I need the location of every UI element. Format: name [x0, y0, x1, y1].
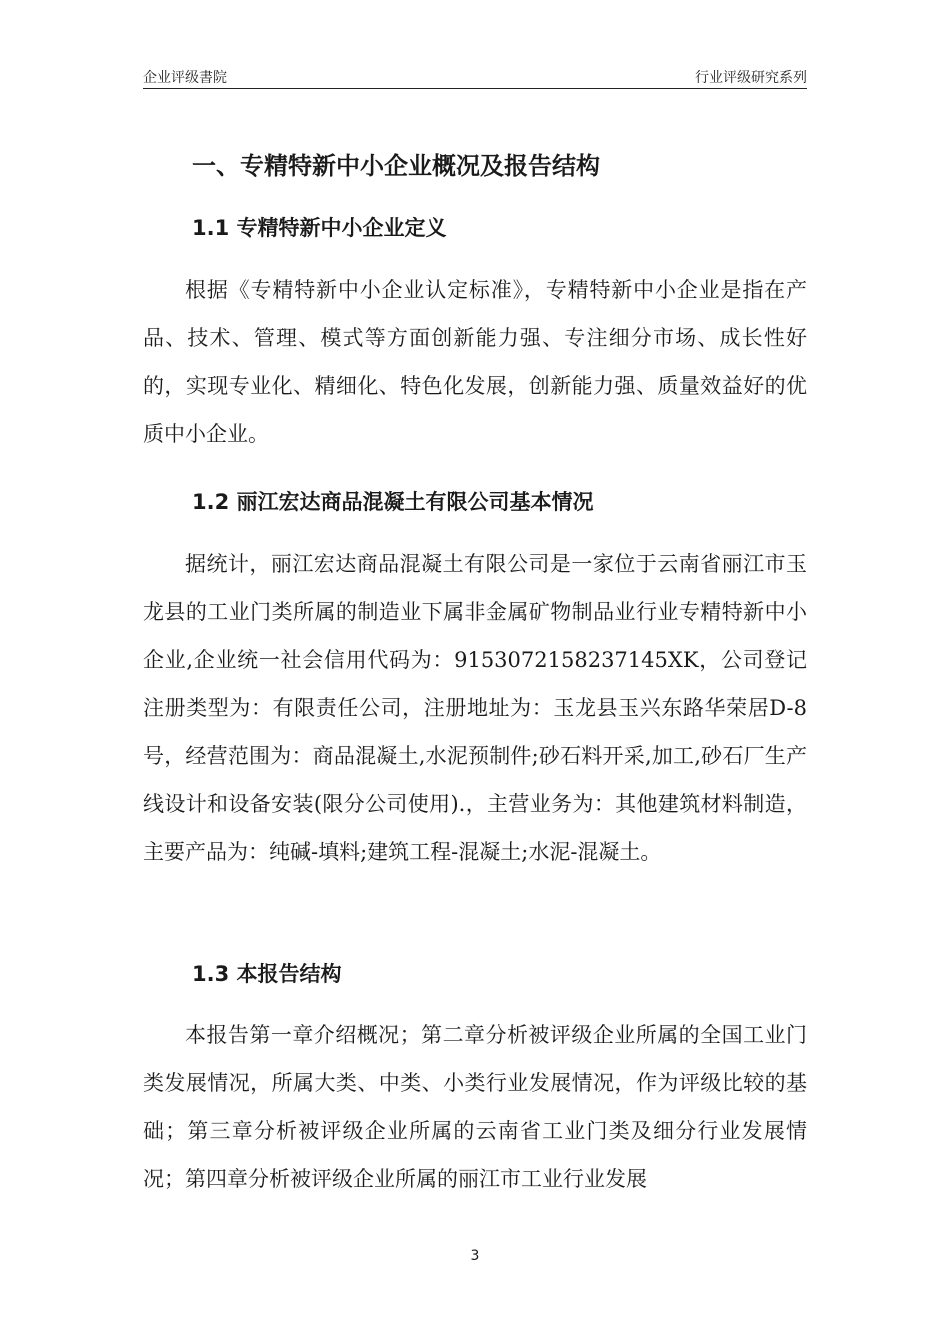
header-right-title: 行业评级研究系列: [695, 70, 807, 86]
section-heading-1-3: 1.3 本报告结构: [192, 962, 342, 986]
section-paragraph-1-3: 本报告第一章介绍概况；第二章分析被评级企业所属的全国工业门类发展情况，所属大类、中类、小类行业发展情况，作为评级比较的基础；第三章分析被评级企业所属的云南省工业门类及细分行业发展情况；第四章分析被评级企业所属的丽江市工业行业发展: [143, 1023, 807, 1191]
section-heading-1-2: 1.2 丽江宏达商品混凝土有限公司基本情况: [192, 490, 594, 514]
page-header: [143, 66, 807, 89]
page-number: 3: [470, 1248, 480, 1264]
section-paragraph-1-2: 据统计，丽江宏达商品混凝土有限公司是一家位于云南省丽江市玉龙县的工业门类所属的制造业下属非金属矿物制品业行业专精特新中小企业,企业统一社会信用代码为：9153072158237145XK，公司登记注册类型为：有限责任公司，注册地址为：玉龙县玉兴东路华荣居D-8号，经营范围为：商品混凝土,水泥预制件;砂石料开采,加工,砂石厂生产线设计和设备安装(限分公司使用).，主营业务为：其他建筑材料制造，主要产品为：纯碱-填料;建筑工程-混凝土;水泥-混凝土。: [143, 552, 807, 864]
section-heading-1-1: 1.1 专精特新中小企业定义: [192, 216, 447, 240]
section-paragraph-1-1: 根据《专精特新中小企业认定标准》，专精特新中小企业是指在产品、技术、管理、模式等方面创新能力强、专注细分市场、成长性好的，实现专业化、精细化、特色化发展，创新能力强、质量效益好的优质中小企业。: [143, 278, 807, 446]
chapter-title: 一、专精特新中小企业概况及报告结构: [192, 152, 600, 180]
header-left-title: 企业评级書院: [143, 70, 227, 86]
